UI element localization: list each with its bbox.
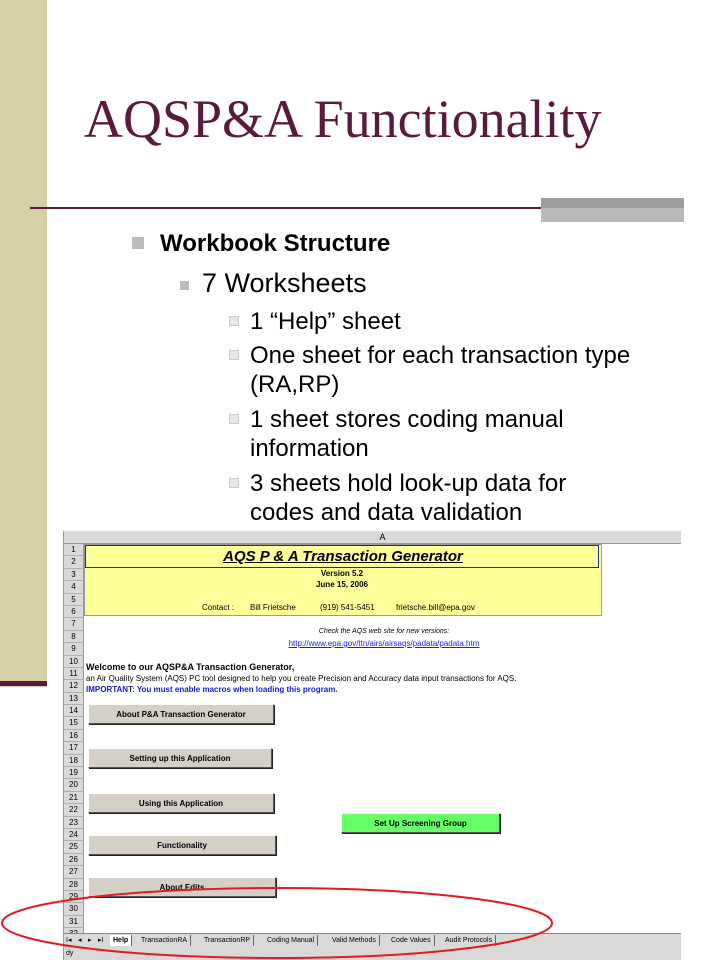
about-edits-button[interactable]: About Edits bbox=[88, 877, 276, 897]
version-label: Version 5.2 bbox=[320, 569, 364, 578]
important-notice: IMPORTANT: You must enable macros when loading this program. bbox=[86, 685, 338, 694]
row-header[interactable]: 19 bbox=[64, 767, 84, 779]
row-header[interactable]: 30 bbox=[64, 903, 84, 915]
bullet-transaction-sheets: One sheet for each transaction type bbox=[250, 342, 631, 369]
slide-title: AQSP&A Functionality bbox=[84, 89, 602, 149]
bullet-transaction-sheets-cont: (RA,RP) bbox=[250, 371, 340, 398]
row-header[interactable]: 29 bbox=[64, 891, 84, 903]
contact-email: frietsche.bill@epa.gov bbox=[396, 603, 475, 612]
tab-valid-methods[interactable]: Valid Methods bbox=[329, 935, 380, 946]
row-header[interactable]: 23 bbox=[64, 817, 84, 829]
row-header[interactable]: 5 bbox=[64, 594, 84, 606]
app-title: AQS P & A Transaction Generator bbox=[223, 548, 463, 565]
row-header[interactable]: 22 bbox=[64, 804, 84, 816]
next-sheet-icon[interactable]: ▸ bbox=[88, 937, 92, 944]
row-header[interactable]: 10 bbox=[64, 656, 84, 668]
row-header[interactable]: 6 bbox=[64, 606, 84, 618]
row-header[interactable]: 24 bbox=[64, 829, 84, 841]
bullet-lookup-sheets: 3 sheets hold look-up data for bbox=[250, 470, 567, 497]
row-header[interactable]: 31 bbox=[64, 916, 84, 928]
contact-phone: (919) 541-5451 bbox=[320, 603, 375, 612]
setup-application-button[interactable]: Setting up this Application bbox=[88, 748, 272, 768]
row-header[interactable]: 14 bbox=[64, 705, 84, 717]
row-header[interactable]: 27 bbox=[64, 866, 84, 878]
tab-coding-manual[interactable]: Coding Manual bbox=[264, 935, 318, 946]
first-sheet-icon[interactable]: I◂ bbox=[66, 937, 72, 944]
about-generator-button[interactable]: About P&A Transaction Generator bbox=[88, 704, 274, 724]
row-header[interactable]: 11 bbox=[64, 668, 84, 680]
row-header[interactable]: 12 bbox=[64, 680, 84, 692]
welcome-text: Welcome to our AQSP&A Transaction Generator, bbox=[86, 662, 295, 672]
row-header[interactable]: 15 bbox=[64, 717, 84, 729]
bullet-worksheets: 7 Worksheets bbox=[202, 268, 367, 298]
row-header[interactable]: 17 bbox=[64, 742, 84, 754]
prev-sheet-icon[interactable]: ◂ bbox=[78, 937, 82, 944]
row-header[interactable]: 13 bbox=[64, 693, 84, 705]
tab-transaction-rp[interactable]: TransactionRP bbox=[201, 935, 254, 946]
contact-label: Contact : bbox=[202, 603, 235, 612]
last-sheet-icon[interactable]: ▸I bbox=[98, 937, 104, 944]
check-website-note: Check the AQS web site for new versions: bbox=[318, 628, 450, 635]
row-header[interactable]: 8 bbox=[64, 631, 84, 643]
row-header[interactable]: 18 bbox=[64, 755, 84, 767]
bullet-help-sheet: 1 “Help” sheet bbox=[250, 308, 401, 335]
row-header[interactable]: 21 bbox=[64, 792, 84, 804]
description-text: an Air Quality System (AQS) PC tool designed to help you create Precision and Accuracy data input transactions for AQS. bbox=[86, 674, 517, 683]
row-header[interactable]: 25 bbox=[64, 841, 84, 853]
row-header[interactable]: 7 bbox=[64, 618, 84, 630]
bullet-coding-manual-cont: information bbox=[250, 435, 369, 462]
row-header[interactable]: 4 bbox=[64, 581, 84, 593]
row-header[interactable]: 20 bbox=[64, 779, 84, 791]
bullet-workbook-structure: Workbook Structure bbox=[160, 230, 391, 257]
functionality-button[interactable]: Functionality bbox=[88, 835, 276, 855]
tab-transaction-ra[interactable]: TransactionRA bbox=[138, 935, 191, 946]
row-header[interactable]: 2 bbox=[64, 556, 84, 568]
tab-audit-protocols[interactable]: Audit Protocols bbox=[442, 935, 496, 946]
website-link[interactable]: http://www.epa.gov/ttn/airs/airsaqs/padata/padata.htm bbox=[288, 639, 480, 648]
tab-help[interactable]: Help bbox=[110, 935, 132, 946]
using-application-button[interactable]: Using this Application bbox=[88, 793, 274, 813]
status-bar: dy bbox=[64, 947, 681, 960]
row-header[interactable]: 3 bbox=[64, 569, 84, 581]
release-date: June 15, 2006 bbox=[315, 580, 369, 589]
bullet-lookup-sheets-cont: codes and data validation bbox=[250, 499, 523, 526]
screening-group-button[interactable]: Set Up Screening Group bbox=[341, 813, 500, 833]
tab-code-values[interactable]: Code Values bbox=[388, 935, 435, 946]
row-header[interactable]: 28 bbox=[64, 879, 84, 891]
row-header[interactable]: 9 bbox=[64, 643, 84, 655]
row-header[interactable]: 16 bbox=[64, 730, 84, 742]
column-header-a[interactable]: A bbox=[84, 531, 681, 544]
bullet-coding-manual: 1 sheet stores coding manual bbox=[250, 406, 564, 433]
contact-name: Bill Frietsche bbox=[250, 603, 296, 612]
row-header[interactable]: 26 bbox=[64, 854, 84, 866]
row-header[interactable]: 1 bbox=[64, 544, 84, 556]
